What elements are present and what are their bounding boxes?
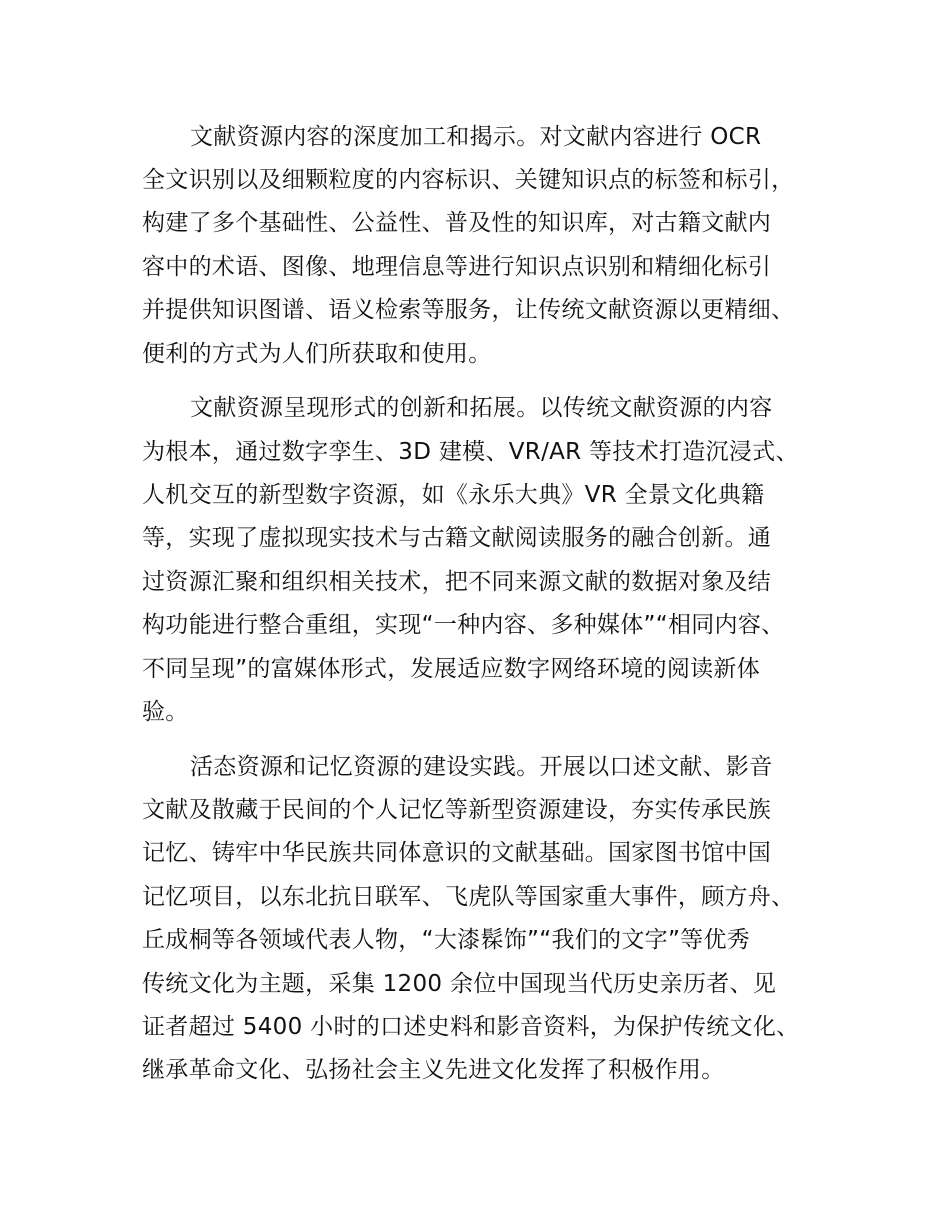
- text-line: 文献资源呈现形式的创新和拓展。以传统文献资源的内容: [190, 395, 773, 421]
- text-line: 活态资源和记忆资源的建设实践。开展以口述文献、影音: [190, 754, 773, 780]
- text-line: 全文识别以及细颗粒度的内容标识、关键知识点的标签和标引，: [142, 167, 795, 193]
- text-line: 文献及散藏于民间的个人记忆等新型资源建设，夯实传承民族: [142, 797, 772, 823]
- text-line: 构建了多个基础性、公益性、普及性的知识库，对古籍文献内: [142, 210, 772, 236]
- text-line: 证者超过 5400 小时的口述史料和影音资料，为保护传统文化、: [142, 1014, 800, 1040]
- text-line: 验。: [142, 699, 189, 725]
- text-line: 容中的术语、图像、地理信息等进行知识点识别和精细化标引: [142, 254, 772, 280]
- text-line: 不同呈现”的富媒体形式，发展适应数字网络环境的阅读新体: [142, 656, 761, 682]
- text-line: 传统文化为主题，采集 1200 余位中国现当代历史亲历者、见: [142, 971, 777, 997]
- text-line: 便利的方式为人们所获取和使用。: [142, 341, 492, 367]
- text-line: 并提供知识图谱、语义检索等服务，让传统文献资源以更精细、: [142, 297, 795, 323]
- text-line: 等，实现了虚拟现实技术与古籍文献阅读服务的融合创新。通: [142, 525, 772, 551]
- text-line: 记忆、铸牢中华民族共同体意识的文献基础。国家图书馆中国: [142, 840, 772, 866]
- text-line: 记忆项目，以东北抗日联军、飞虎队等国家重大事件，顾方舟、: [142, 884, 795, 910]
- text-line: 丘成桐等各领域代表人物，“大漆髹饰”“我们的文字”等优秀: [142, 927, 751, 953]
- text-line: 过资源汇聚和组织相关技术，把不同来源文献的数据对象及结: [142, 569, 772, 595]
- text-line: 为根本，通过数字孪生、3D 建模、VR/AR 等技术打造沉浸式、: [142, 439, 799, 465]
- text-line: 文献资源内容的深度加工和揭示。对文献内容进行 OCR: [190, 124, 762, 150]
- text-line: 人机交互的新型数字资源，如《永乐大典》VR 全景文化典籍: [142, 482, 765, 508]
- text-line: 构功能进行整合重组，实现“一种内容、多种媒体”“相同内容、: [142, 612, 785, 638]
- text-line: 继承革命文化、弘扬社会主义先进文化发挥了积极作用。: [142, 1057, 725, 1083]
